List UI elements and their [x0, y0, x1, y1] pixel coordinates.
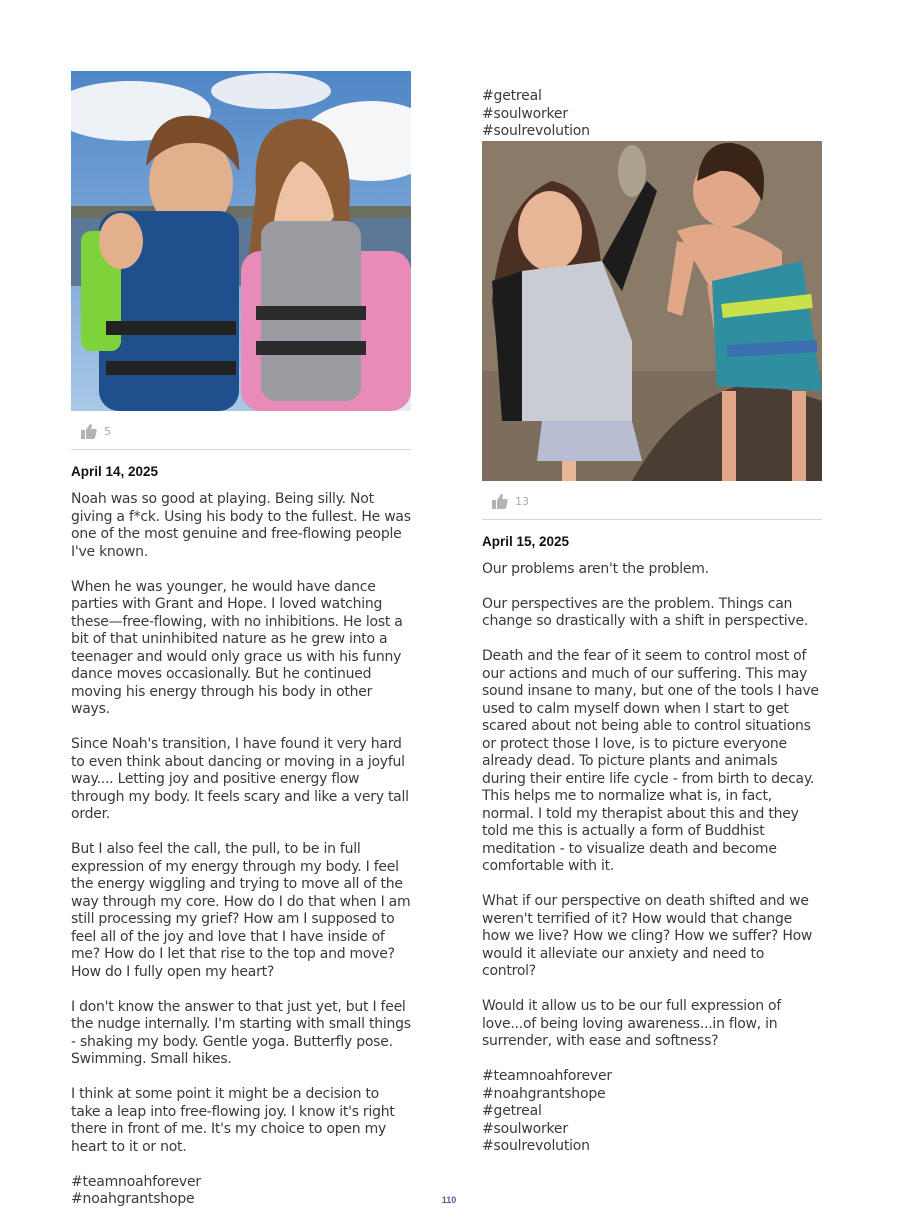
paragraph: Our problems aren't the problem. — [482, 560, 709, 577]
beach-photo — [482, 141, 822, 481]
boat-photo-image — [71, 71, 411, 411]
hashtag[interactable]: #getreal — [482, 1103, 542, 1119]
like-count: 5 — [104, 425, 111, 438]
paragraph: What if our perspective on death shifted and we weren't terrified of it? How would that change how we live? How we cling? How we suffer? How would it alleviate our anxiety and need to control? — [482, 893, 813, 979]
thumbs-up-icon[interactable] — [81, 424, 97, 439]
paragraph: Would it allow us to be our full expression of love...of being loving awareness...in flow, in surrender, with ease and softness? — [482, 998, 782, 1049]
paragraph: Noah was so good at playing. Being silly. Not giving a f*ck. Using his body to the fullest. He was one of the most genuine and free-flowing people I've known. — [71, 491, 411, 560]
post-body — [482, 561, 822, 1156]
hashtag[interactable]: #getreal — [482, 88, 542, 104]
hashtag-list — [482, 1068, 822, 1156]
hashtag[interactable]: #teamnoahforever — [482, 1068, 612, 1084]
left-post — [71, 71, 411, 1209]
hashtag[interactable]: #soulrevolution — [482, 123, 590, 139]
paragraph: Death and the fear of it seem to control most of our actions and much of our suffering. This may sound insane to many, but one of the tools I have used to calm myself down when I start to get scared about not being able to control situations or protect those I love, is to picture everyone already dead. To picture plants and animals during their entire life cycle - from birth to decay. This helps me to normalize what is, in fact, normal. I told my therapist about this and they told me this is actually a form of Buddhist meditation - to visualize death and become comfortable with it. — [482, 648, 819, 874]
hashtag[interactable]: #soulrevolution — [482, 1138, 590, 1154]
boat-photo — [71, 71, 411, 411]
post-date: April 15, 2025 — [482, 533, 570, 549]
paragraph: I think at some point it might be a decision to take a leap into free-flowing joy. I know it's right there in front of me. It's my choice to open my heart to it or not. — [71, 1086, 395, 1155]
paragraph: Our perspectives are the problem. Things can change so drastically with a shift in perspective. — [482, 595, 809, 629]
page-number: 110 — [441, 1195, 457, 1205]
hashtag[interactable]: #soulworker — [482, 1120, 568, 1137]
post-date: April 14, 2025 — [71, 464, 159, 479]
hashtag[interactable]: #soulworker — [482, 105, 568, 122]
hashtag[interactable]: #teamnoahforever — [71, 1173, 201, 1190]
paragraph: I don't know the answer to that just yet, but I feel the nudge internally. I'm starting with small things - shaking my body. Gentle yoga. Butterfly pose. Swimming. Small hikes. — [71, 998, 411, 1067]
paragraph: But I also feel the call, the pull, to be in full expression of my energy through my body. I feel the energy wiggling and trying to move all of the way through my core. How do I do that when I am still processing my grief? How am I supposed to feel all of the joy and love that I have inside of me? How do I let that rise to the top and move? How do I fully open my heart? — [71, 841, 411, 980]
post-body — [71, 491, 411, 1209]
hashtag[interactable]: #noahgrantshope — [482, 1085, 606, 1102]
hashtag[interactable]: #noahgrantshope — [71, 1191, 195, 1207]
thumbs-up-icon[interactable] — [492, 494, 508, 509]
like-bar — [482, 481, 822, 520]
like-bar — [71, 411, 411, 450]
beach-photo-image — [482, 141, 822, 481]
top-hashtag-list — [482, 88, 822, 141]
paragraph: When he was younger, he would have dance parties with Grant and Hope. I loved watching these—free-flowing, with no inhibitions. He lost a bit of that uninhibited nature as he grew into a teenager and would only grace us with his funny dance moves occasionally. But he continued moving his energy through his body in other ways. — [71, 578, 403, 717]
right-post — [482, 88, 822, 1156]
like-count: 13 — [515, 494, 529, 508]
paragraph: Since Noah's transition, I have found it very hard to even think about dancing or moving in a joyful way.... Letting joy and positive energy flow through my body. It feels scary and like a very tall order. — [71, 736, 409, 822]
